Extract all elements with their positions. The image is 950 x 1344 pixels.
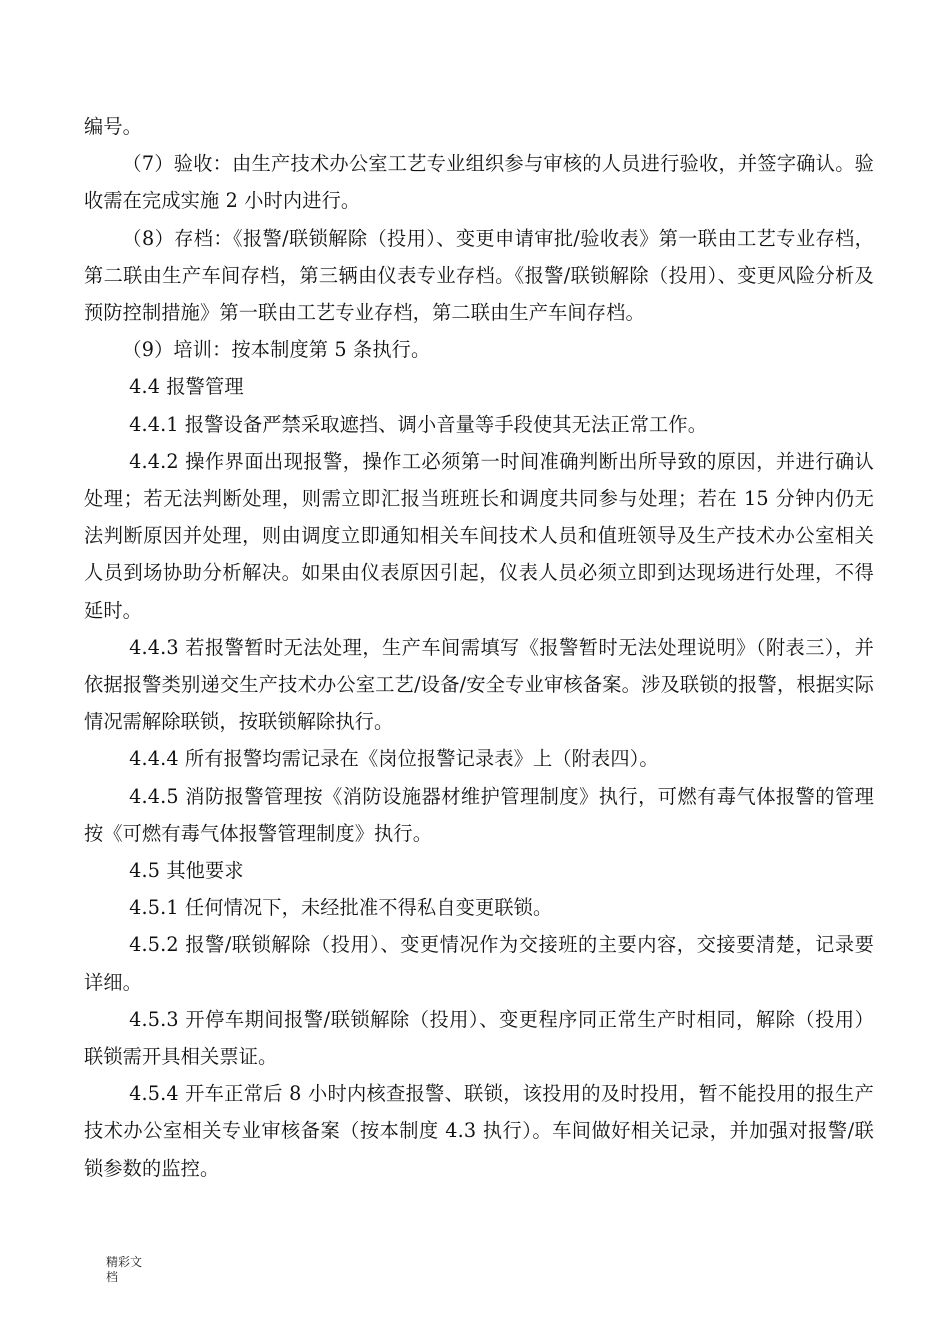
paragraph-4-4-3: 4.4.3 若报警暂时无法处理，生产车间需填写《报警暂时无法处理说明》（附表三），并依据报警类别递交生产技术办公室工艺/设备/安全专业审核备案。涉及联锁的报警，根据实际情况需解除联锁，按联锁解除执行。 [84,635,874,734]
paragraph-4-5-2: 4.5.2 报警/联锁解除（投用）、变更情况作为交接班的主要内容，交接要清楚，记录要详细。 [84,933,874,994]
paragraph-4-5-4: 4.5.4 开车正常后 8 小时内核查报警、联锁，该投用的及时投用，暂不能投用的报生产技术办公室相关专业审核备案（按本制度 4.3 执行）。车间做好相关记录，并加强对报警/联锁参数的监控。 [84,1082,874,1180]
section-heading-alarm-management: 4.4 报警管理 [129,375,244,399]
paragraph-4-4-2: 4.4.2 操作界面出现报警，操作工必须第一时间准确判断出所导致的原因，并进行确认处理；若无法判断处理，则需立即汇报当班班长和调度共同参与处理；若在 15 分钟内仍无法判断原因并处理，则由调度立即通知相关车间技术人员和值班领导及生产技术办公室相关人员到场协助分析解决。如果由仪表原因引起，仪表人员必须立即到达现场进行处理，不得延时。 [84,449,874,622]
document-body [84,108,874,1187]
paragraph-4-5-3: 4.5.3 开停车期间报警/联锁解除（投用）、变更程序同正常生产时相同，解除（投用）联锁需开具相关票证。 [84,1007,874,1069]
paragraph-training: （9）培训：按本制度第 5 条执行。 [122,338,431,362]
paragraph-acceptance: （7）验收：由生产技术办公室工艺专业组织参与审核的人员进行验收，并签字确认。验收需在完成实施 2 小时内进行。 [84,152,874,213]
footer-text-line-2: 档 [106,1270,119,1284]
paragraph-4-5-1: 4.5.1 任何情况下，未经批准不得私自变更联锁。 [129,896,553,920]
paragraph-archiving: （8）存档：《报警/联锁解除（投用）、变更申请审批/验收表》第一联由工艺专业存档，第二联由生产车间存档，第三辆由仪表专业存档。《报警/联锁解除（投用）、变更风险分析及预防控制措施》第一联由工艺专业存档，第二联由生产车间存档。 [84,226,874,325]
footer-text-line-1: 精彩文 [106,1255,143,1269]
page-footer [106,1255,166,1285]
paragraph-numbering-tail: 编号。 [84,115,143,138]
paragraph-4-4-5: 4.4.5 消防报警管理按《消防设施器材维护管理制度》执行，可燃有毒气体报警的管理按《可燃有毒气体报警管理制度》执行。 [84,784,874,845]
paragraph-4-4-1: 4.4.1 报警设备严禁采取遮挡、调小音量等手段使其无法正常工作。 [129,412,708,436]
section-heading-other-requirements: 4.5 其他要求 [129,859,244,883]
paragraph-4-4-4: 4.4.4 所有报警均需记录在《岗位报警记录表》上（附表四）。 [129,747,659,771]
